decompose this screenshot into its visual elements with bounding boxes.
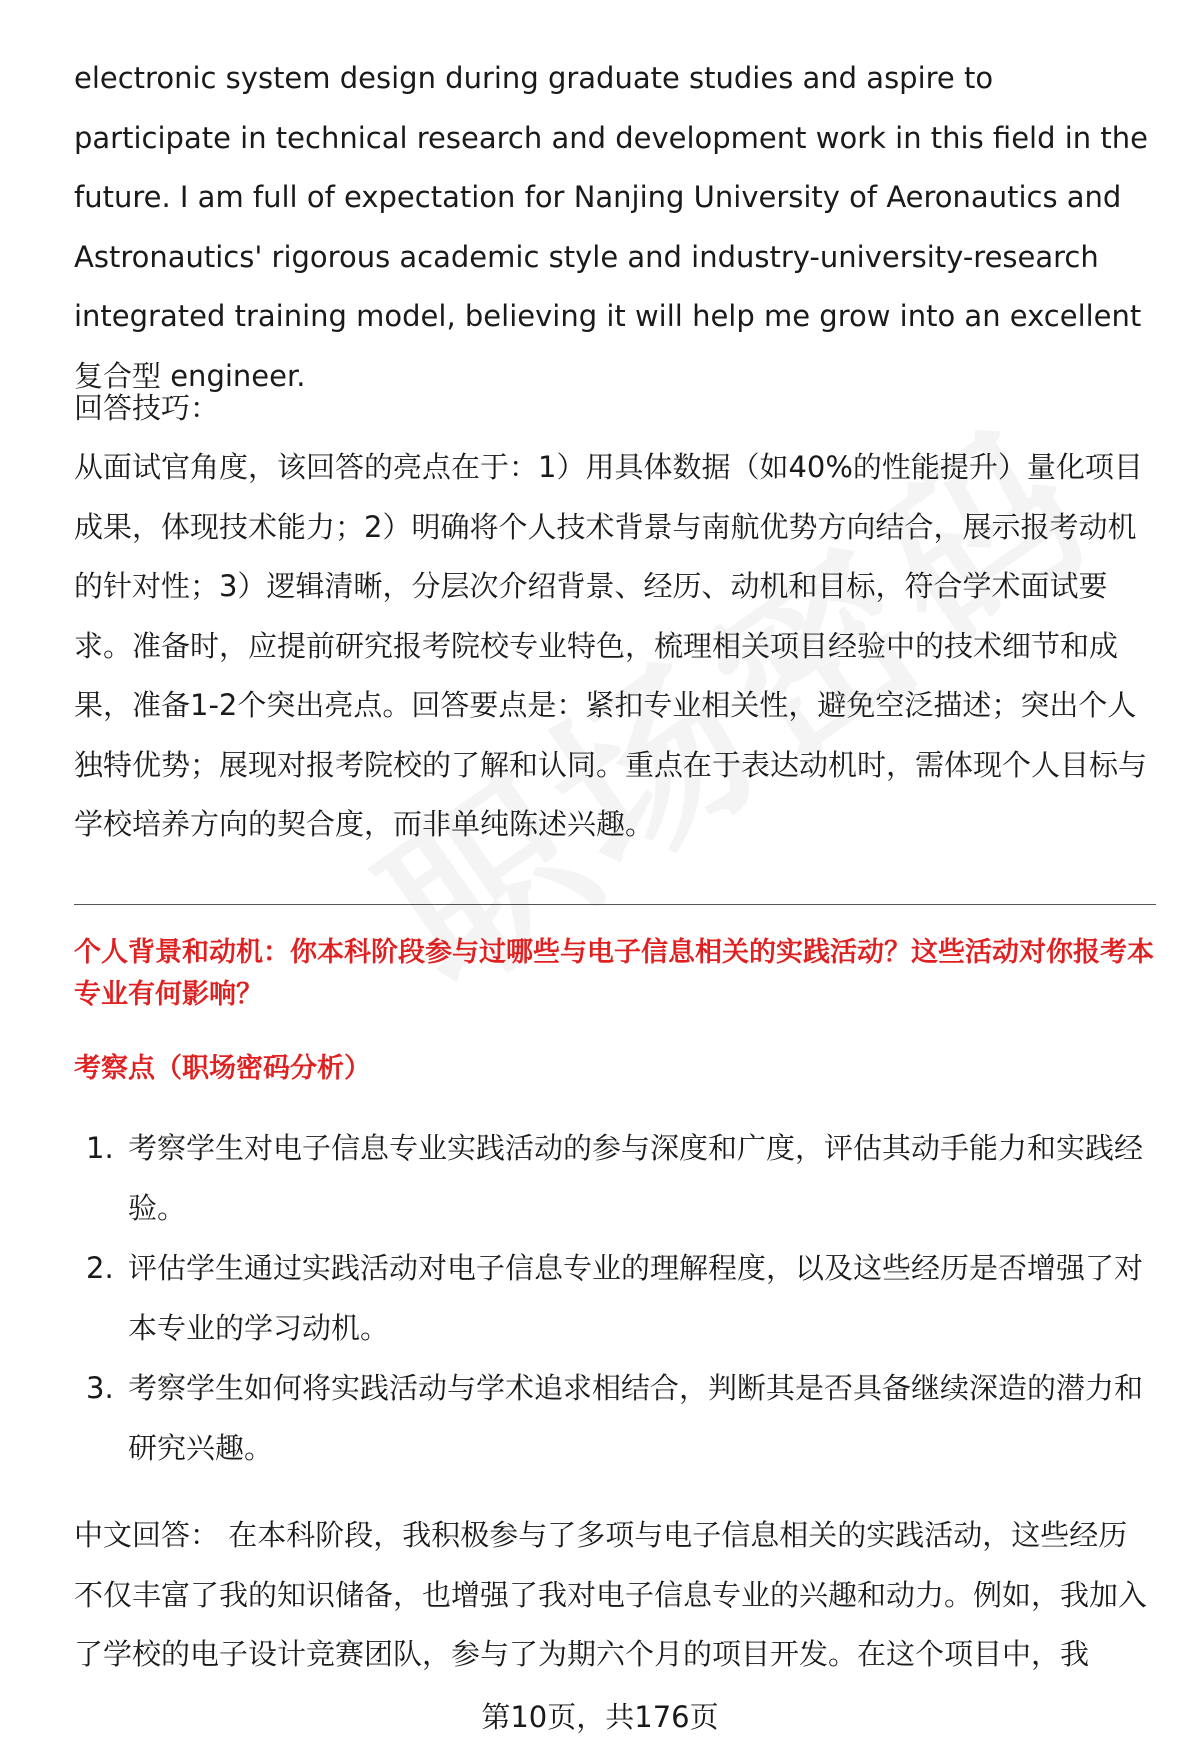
list-item-text: 考察学生如何将实践活动与学术追求相结合，判断其是否具备继续深造的潜力和研究兴趣。 xyxy=(128,1371,1144,1465)
analysis-title: 考察点（职场密码分析） xyxy=(74,1053,371,1084)
list-item xyxy=(74,1239,1156,1358)
section-divider xyxy=(74,904,1156,905)
list-item-text: 考察学生对电子信息专业实践活动的参与深度和广度，评估其动手能力和实践经验。 xyxy=(128,1131,1144,1225)
answer-paragraph: 中文回答： 在本科阶段，我积极参与了多项与电子信息相关的实践活动，这些经历不仅丰富了我的知识储备，也增强了我对电子信息专业的兴趣和动力。例如，我加入了学校的电子设计竞赛团队，参与了为期六个月的项目开发。在这个项目中，我 xyxy=(74,1518,1148,1671)
list-item-number: 2. xyxy=(86,1251,114,1285)
question-heading: 个人背景和动机：你本科阶段参与过哪些与电子信息相关的实践活动？这些活动对你报考本专业有何影响？ xyxy=(74,937,1154,1010)
list-item-text: 评估学生通过实践活动对电子信息专业的理解程度，以及这些经历是否增强了对本专业的学习动机。 xyxy=(128,1251,1144,1345)
page-footer: 第10页，共176页 xyxy=(481,1700,719,1734)
tips-body: 从面试官角度，该回答的亮点在于：1）用具体数据（如40%的性能提升）量化项目成果，体现技术能力；2）明确将个人技术背景与南航优势方向结合，展示报考动机的针对性；3）逻辑清晰，分层次介绍背景、经历、动机和目标，符合学术面试要求。准备时，应提前研究报考院校专业特色，梳理相关项目经验中的技术细节和成果，准备1-2个突出亮点。回答要点是：紧扣专业相关性，避免空泛描述；突出个人独特优势；展现对报考院校的了解和认同。重点在于表达动机时，需体现个人目标与学校培养方向的契合度，而非单纯陈述兴趣。 xyxy=(74,450,1148,841)
list-item-number: 3. xyxy=(86,1371,114,1405)
list-item-number: 1. xyxy=(86,1131,114,1165)
tips-label: 回答技巧： xyxy=(74,391,220,425)
intro-paragraph: electronic system design during graduate studies and aspire to participate in technical research and development work in this field in the future. I am full of expectation for Nanjing University of Aeronautics and Astronautics' rigorous academic style and industry-university-research integrated training model, believing it will help me grow into an excellent复合型 engineer. xyxy=(74,61,1148,393)
list-item xyxy=(74,1359,1156,1478)
list-item xyxy=(74,1119,1156,1238)
analysis-points xyxy=(74,1119,1156,1479)
